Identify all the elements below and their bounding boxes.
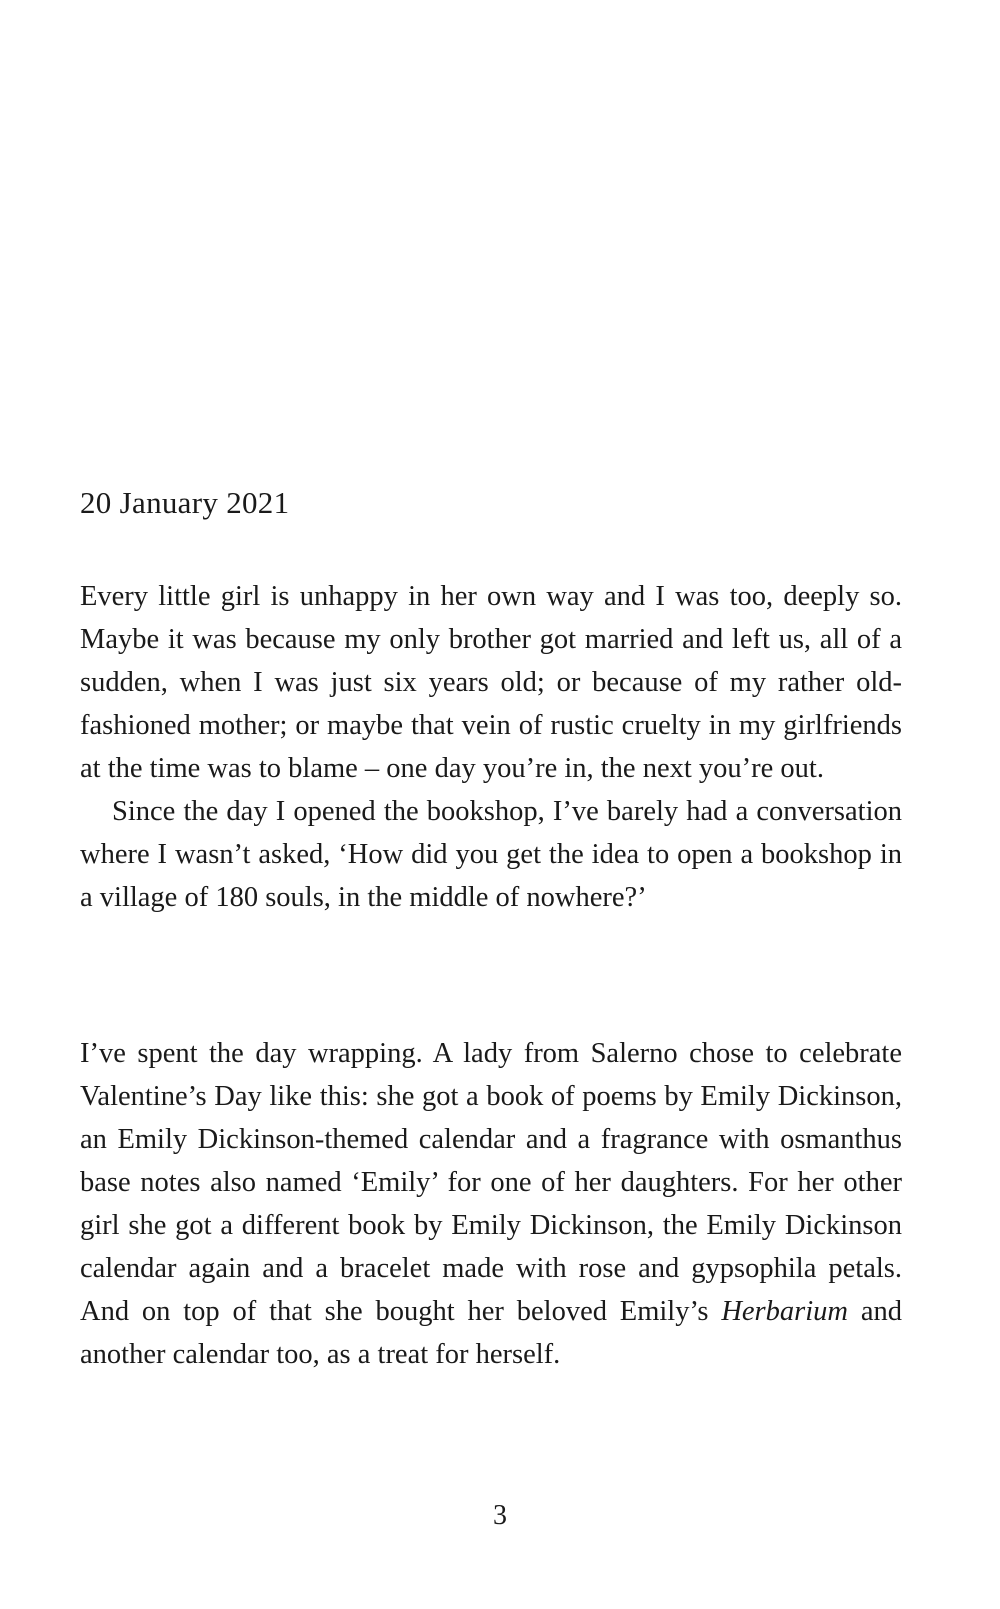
paragraph [80,1032,902,1376]
section-2 [80,1032,902,1376]
entry-date-heading: 20 January 2021 [80,485,290,520]
paragraph: Every little girl is unhappy in her own way and I was too, deeply so. Maybe it was because my only brother got married and left us, all of a sudden, when I was just six years old; or because of my rather old-fashioned mother; or maybe that vein of rustic cruelty in my girlfriends at the time was to blame – one day you’re in, the next you’re out. [80,581,902,784]
book-title: Herbarium [721,1296,848,1327]
section-1 [80,575,902,919]
paragraph-text: I’ve spent the day wrapping. A lady from Salerno chose to celebrate Valentine’s Day like this: she got a book of poems by Emily Dickinson, an Emily Dickinson-themed calendar and a fragrance with osmanthus base notes also named ‘Emily’ for one of her daughters. For her other girl she got a different book by Emily Dickinson, the Emily Dickinson calendar again and a bracelet made with rose and gypsophila petals. And on top of that she bought her beloved Emily’s [80,1038,902,1327]
paragraph-text: and another calendar too, as a treat for herself. [80,1296,902,1370]
paragraph: Since the day I opened the bookshop, I’ve barely had a conversation where I wasn’t asked, ‘How did you get the idea to open a bookshop in a village of 180 souls, in the middle of nowhere?’ [80,796,902,913]
page-number: 3 [493,1500,507,1531]
